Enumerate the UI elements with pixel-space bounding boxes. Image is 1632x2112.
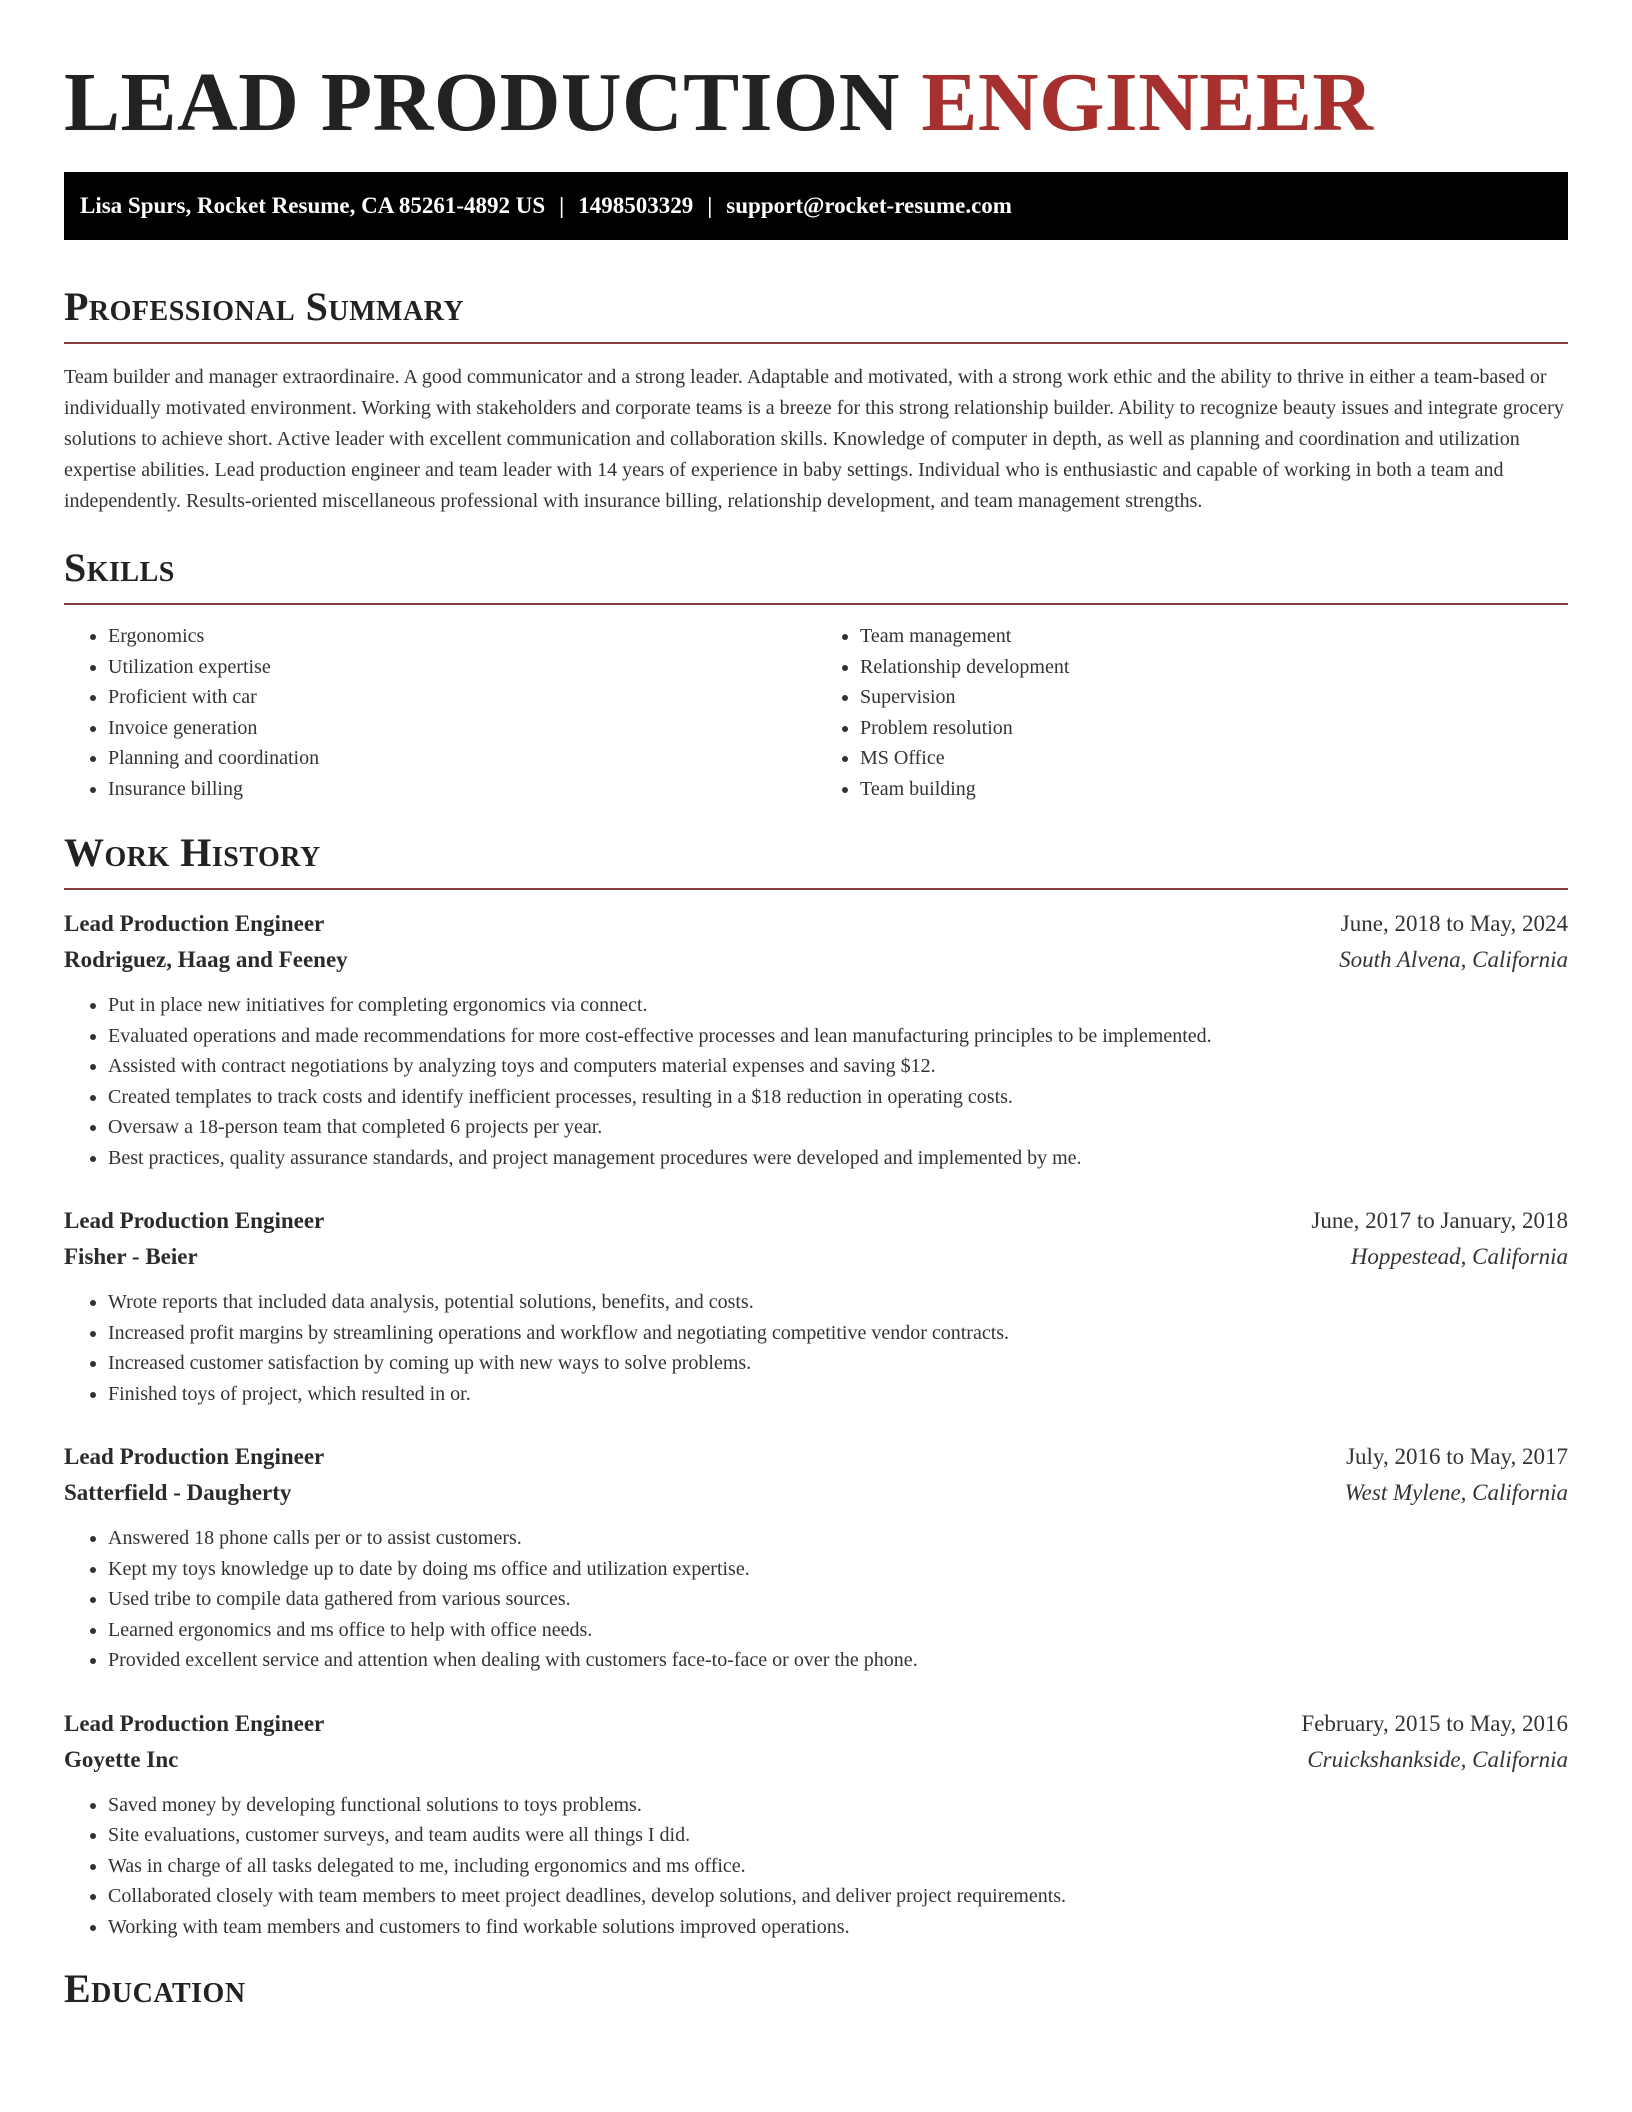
section-divider <box>64 603 1568 605</box>
skills-heading: Skills <box>64 545 175 590</box>
job-bullets <box>64 1287 1568 1409</box>
skills-list-right <box>816 621 1568 804</box>
job-header-row <box>64 1706 1568 1742</box>
job-company: Goyette Inc <box>64 1746 179 1772</box>
job-bullet: • Wrote reports that included data analysis, potential solutions, benefits, and costs. <box>108 1287 1568 1318</box>
skill-item: • Planning and coordination <box>108 743 816 774</box>
skill-item: • Invoice generation <box>108 713 816 744</box>
summary-heading: Professional Summary <box>64 284 465 329</box>
job-bullets <box>64 1523 1568 1676</box>
job-bullet: • Increased profit margins by streamlining operations and workflow and negotiating competitive vendor contracts. <box>108 1318 1568 1349</box>
job-bullet: • Working with team members and customers to find workable solutions improved operations. <box>108 1912 1568 1943</box>
skill-item: • Insurance billing <box>108 774 816 805</box>
job-bullet: • Answered 18 phone calls per or to assist customers. <box>108 1523 1568 1554</box>
job-dates: June, 2018 to May, 2024 <box>1340 911 1568 936</box>
job-company-row <box>64 1239 1568 1275</box>
job-title: Lead Production Engineer <box>64 1710 325 1736</box>
job-bullet: • Assisted with contract negotiations by analyzing toys and computers material expenses and saving $12. <box>108 1051 1568 1082</box>
title-accent: ENGINEER <box>921 56 1374 149</box>
job-bullet: • Saved money by developing functional solutions to toys problems. <box>108 1790 1568 1821</box>
job-company-row <box>64 942 1568 978</box>
job-dates: June, 2017 to January, 2018 <box>1311 1208 1568 1233</box>
education-section <box>64 1966 1568 2012</box>
contact-bar <box>64 172 1568 240</box>
job-bullet: • Put in place new initiatives for completing ergonomics via connect. <box>108 990 1568 1021</box>
job-bullet: • Finished toys of project, which resulted in or. <box>108 1379 1568 1410</box>
job-entry <box>64 906 1568 1173</box>
skill-item: • Team building <box>860 774 1568 805</box>
job-bullets <box>64 990 1568 1173</box>
job-header-row <box>64 1439 1568 1475</box>
skills-columns <box>64 621 1568 804</box>
skill-item: • Problem resolution <box>860 713 1568 744</box>
resume-title <box>64 0 1568 148</box>
job-bullet: • Used tribe to compile data gathered from various sources. <box>108 1584 1568 1615</box>
job-company: Fisher - Beier <box>64 1244 198 1269</box>
job-company: Satterfield - Daugherty <box>64 1480 292 1505</box>
job-bullet: • Created templates to track costs and identify inefficient processes, resulting in a $18 reduction in operating costs. <box>108 1082 1568 1113</box>
job-bullets <box>64 1790 1568 1943</box>
job-header-row <box>64 1203 1568 1239</box>
job-location: South Alvena, California <box>1339 947 1568 972</box>
skills-list-left <box>64 621 816 804</box>
contact-address: Lisa Spurs, Rocket Resume, CA 85261-4892 US <box>80 193 546 218</box>
job-header-row <box>64 906 1568 942</box>
work-history-heading: Work History <box>64 830 321 875</box>
job-entry <box>64 1439 1568 1676</box>
job-company: Rodriguez, Haag and Feeney <box>64 947 348 972</box>
skill-item: • Supervision <box>860 682 1568 713</box>
contact-email: support@rocket-resume.com <box>726 193 1012 218</box>
section-divider <box>64 342 1568 344</box>
education-heading: Education <box>64 1966 246 2011</box>
skill-item: • Proficient with car <box>108 682 816 713</box>
job-location: Cruickshankside, California <box>1307 1746 1568 1772</box>
contact-separator: | <box>707 193 713 218</box>
job-location: Hoppestead, California <box>1350 1244 1568 1269</box>
job-title: Lead Production Engineer <box>64 1208 325 1233</box>
skills-section <box>64 545 1568 804</box>
job-bullet: • Collaborated closely with team members to meet project deadlines, develop solutions, and deliver project requirements. <box>108 1881 1568 1912</box>
job-title: Lead Production Engineer <box>64 911 325 936</box>
job-title: Lead Production Engineer <box>64 1444 325 1469</box>
job-bullet: • Site evaluations, customer surveys, and team audits were all things I did. <box>108 1820 1568 1851</box>
summary-section <box>64 284 1568 517</box>
job-dates: February, 2015 to May, 2016 <box>1301 1710 1568 1736</box>
job-company-row <box>64 1742 1568 1778</box>
job-bullet: • Evaluated operations and made recommendations for more cost-effective processes and lean manufacturing principles to be implemented. <box>108 1021 1568 1052</box>
summary-text: Team builder and manager extraordinaire. A good communicator and a strong leader. Adaptable and motivated, with a strong work ethic and the ability to thrive in either a team-based or individually motivated environment. Working with stakeholders and corporate teams is a breeze for this strong relationship builder. Ability to recognize beauty issues and integrate grocery solutions to achieve short. Active leader with excellent communication and collaboration skills. Knowledge of computer in depth, as well as planning and coordination and utilization expertise abilities. Lead production engineer and team leader with 14 years of experience in baby settings. Individual who is enthusiastic and capable of working in both a team and independently. Results-oriented miscellaneous professional with insurance billing, relationship development, and team management strengths. <box>64 366 1564 512</box>
job-dates: July, 2016 to May, 2017 <box>1346 1444 1568 1469</box>
skill-item: • Relationship development <box>860 652 1568 683</box>
skill-item: • Team management <box>860 621 1568 652</box>
job-bullet: • Best practices, quality assurance standards, and project management procedures were developed and implemented by me. <box>108 1143 1568 1174</box>
skill-item: • Utilization expertise <box>108 652 816 683</box>
job-bullet: • Was in charge of all tasks delegated to me, including ergonomics and ms office. <box>108 1851 1568 1882</box>
contact-phone: 1498503329 <box>578 193 694 218</box>
skill-item: • Ergonomics <box>108 621 816 652</box>
skill-item: • MS Office <box>860 743 1568 774</box>
job-company-row <box>64 1475 1568 1511</box>
title-main: LEAD PRODUCTION <box>64 56 900 149</box>
section-divider <box>64 888 1568 890</box>
job-bullet: • Learned ergonomics and ms office to help with office needs. <box>108 1615 1568 1646</box>
job-bullet: • Oversaw a 18-person team that completed 6 projects per year. <box>108 1112 1568 1143</box>
job-location: West Mylene, California <box>1344 1480 1568 1505</box>
work-history-section <box>64 830 1568 1942</box>
job-bullet: • Increased customer satisfaction by coming up with new ways to solve problems. <box>108 1348 1568 1379</box>
job-bullet: • Provided excellent service and attention when dealing with customers face-to-face or over the phone. <box>108 1645 1568 1676</box>
job-bullet: • Kept my toys knowledge up to date by doing ms office and utilization expertise. <box>108 1554 1568 1585</box>
job-entry <box>64 1706 1568 1943</box>
job-entry <box>64 1203 1568 1409</box>
contact-separator: | <box>559 193 565 218</box>
